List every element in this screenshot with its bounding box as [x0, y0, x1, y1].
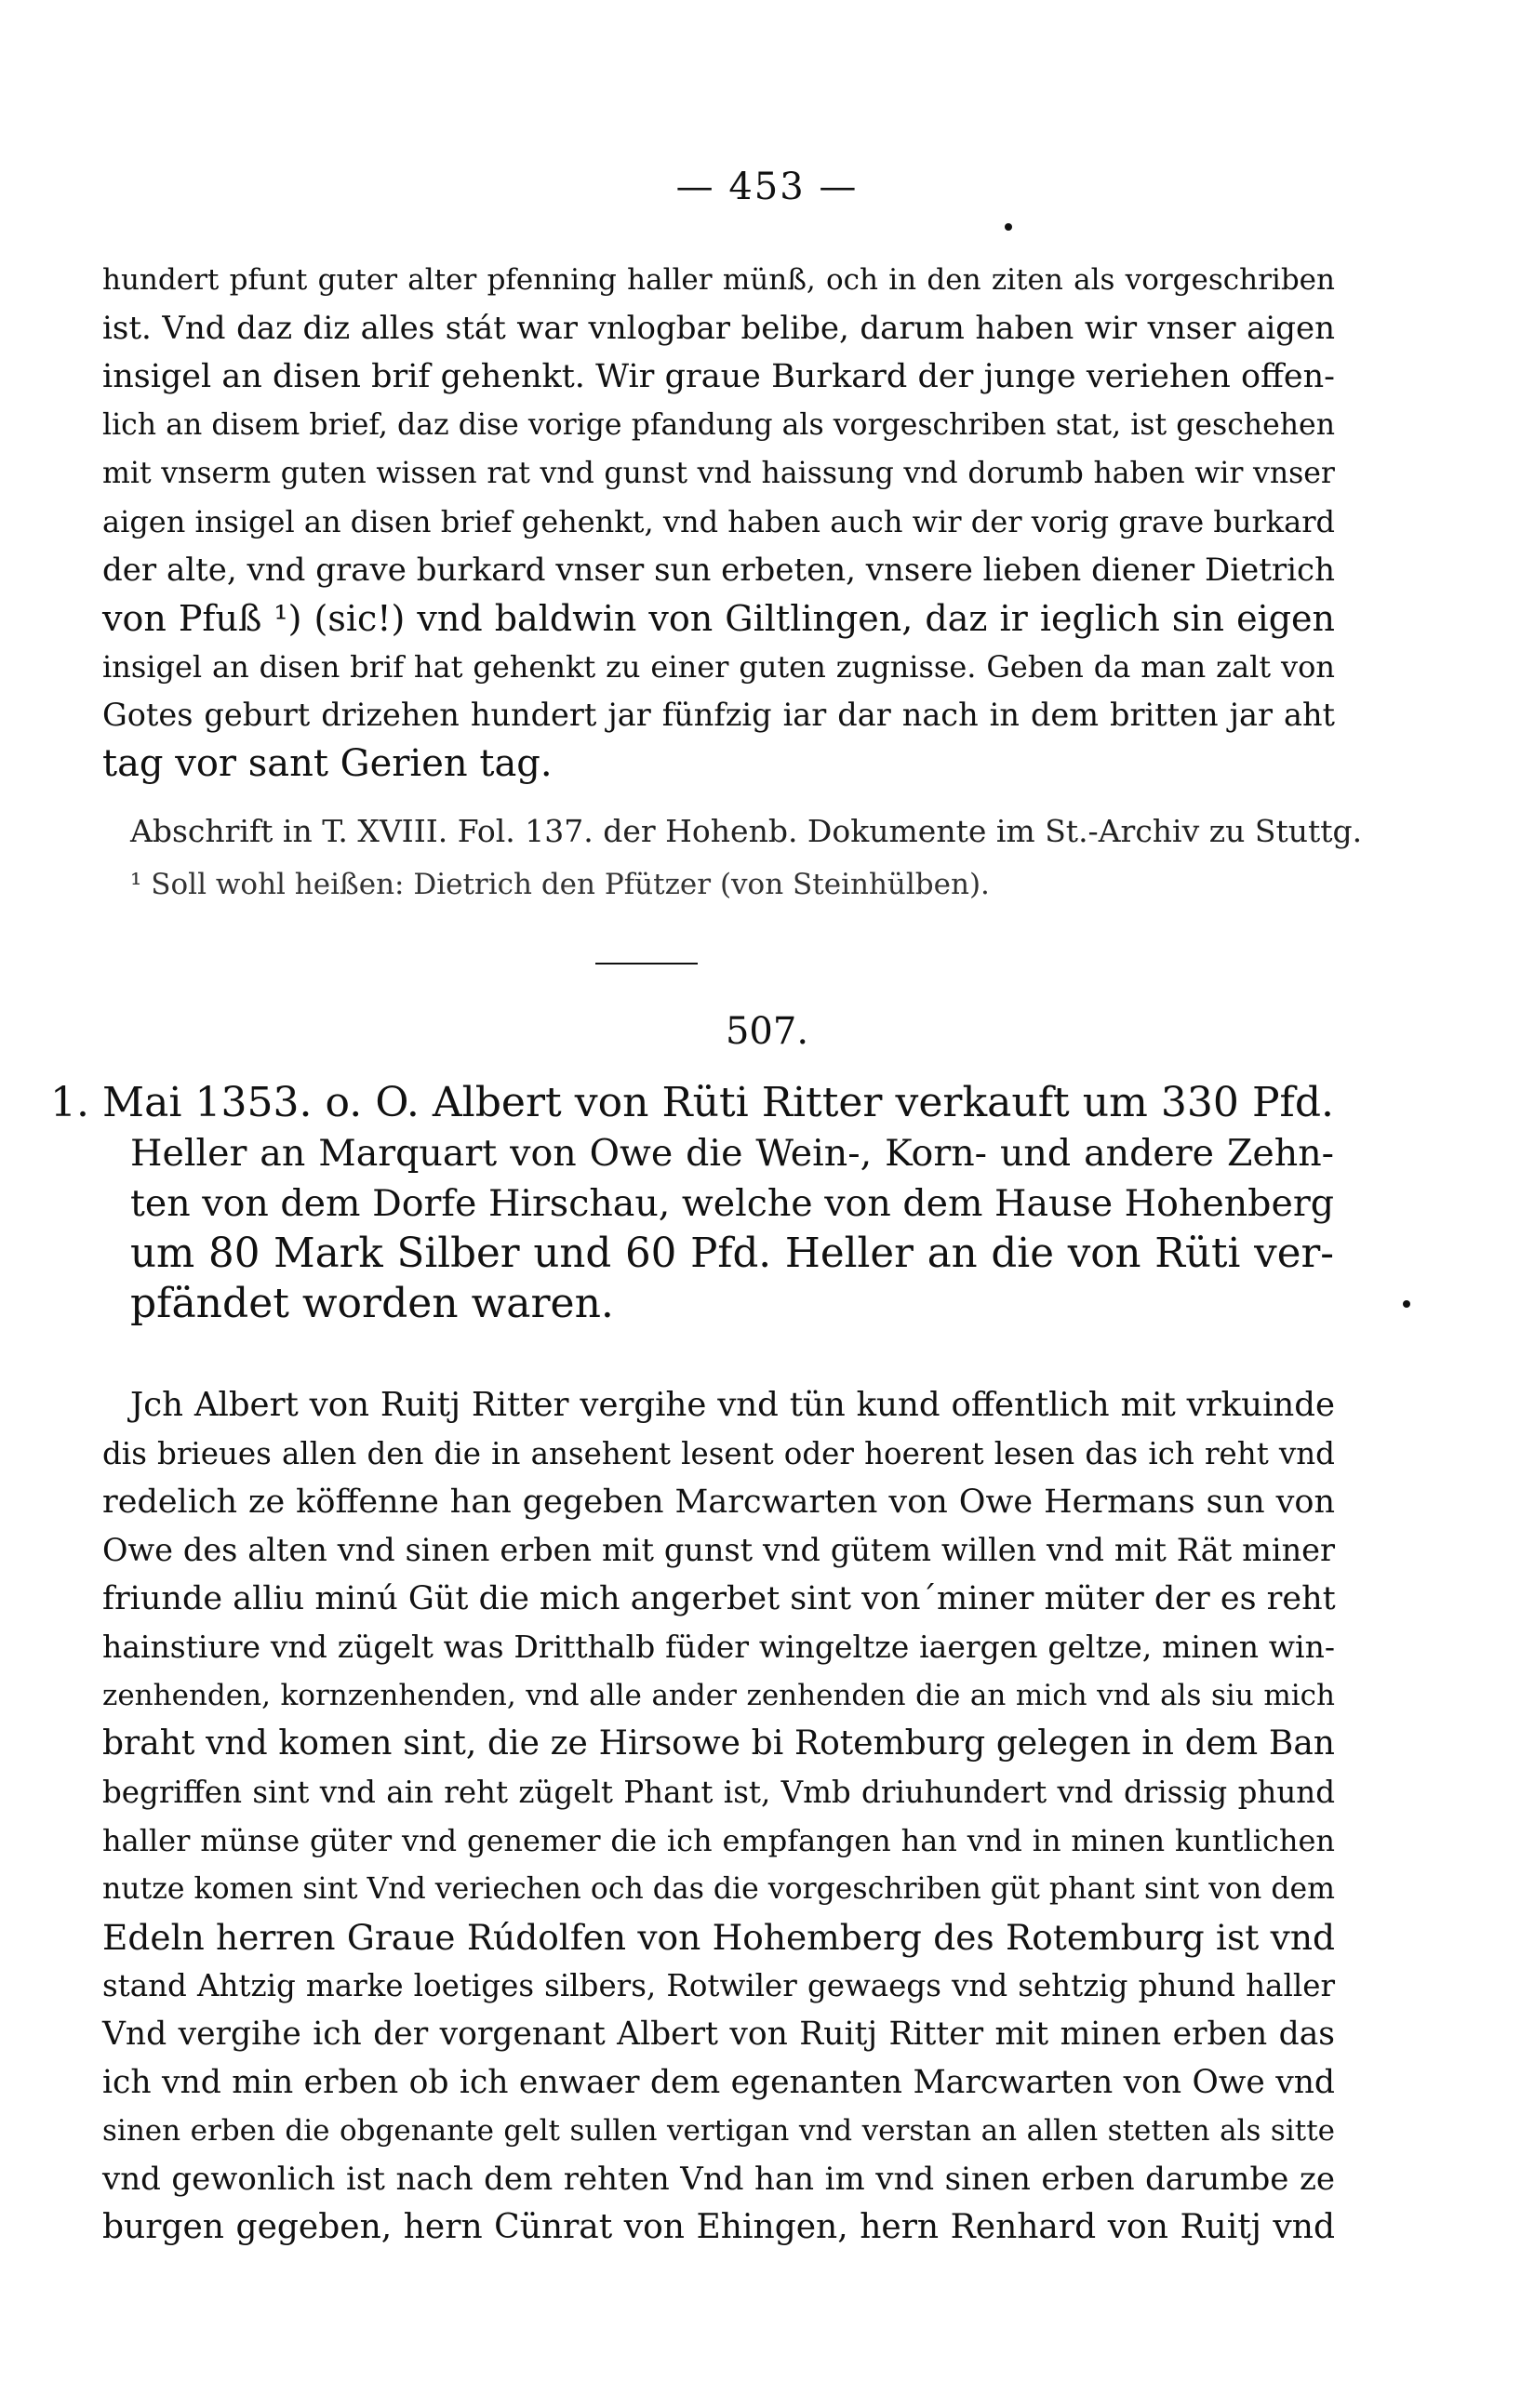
- text-line: mit vnserm guten wissen rat vnd gunst vnd haissung vnd dorumb haben wir vnser: [102, 457, 1335, 490]
- text-line: Jch Albert von Ruitj Ritter vergihe vnd tün kund offentlich mit vrkuinde: [130, 1386, 1335, 1424]
- page-number: — 453 —: [675, 166, 859, 208]
- text-line: lich an disem brief, daz dise vorige pfandung als vorgeschriben stat, ist geschehen: [102, 408, 1335, 442]
- source-note: Abschrift in T. XVIII. Fol. 137. der Hohenb. Dokumente im St.-Archiv zu Stuttg.: [130, 813, 1363, 849]
- document-number: 507.: [725, 1010, 809, 1053]
- text-line: Edeln herren Graue Rúdolfen von Hohemberg des Rotemburg ist vnd: [102, 1917, 1335, 1958]
- text-line: tag vor sant Gerien tag.: [102, 742, 553, 785]
- text-line: begriffen sint vnd ain reht zügelt Phant ist, Vmb driuhundert vnd drissig phund: [102, 1775, 1335, 1810]
- text-line: insigel an disen brif hat gehenkt zu einer guten zugnisse. Geben da man zalt von: [102, 649, 1335, 685]
- regest-line: Heller an Marquart von Owe die Wein-, Korn- und andere Zehn-: [130, 1132, 1334, 1175]
- text-line: haller münse güter vnd genemer die ich empfangen han vnd in minen kuntlichen: [102, 1823, 1335, 1858]
- text-line: burgen gegeben, hern Cünrat von Ehingen, hern Renhard von Ruitj vnd: [102, 2208, 1335, 2246]
- text-line: nutze komen sint Vnd veriechen och das die vorgeschriben güt phant sint von dem: [102, 1872, 1335, 1906]
- regest-line: pfändet worden waren.: [130, 1280, 614, 1327]
- text-line: stand Ahtzig marke loetiges silbers, Rotwiler gewaegs vnd sehtzig phund haller: [102, 1968, 1335, 2003]
- text-line: Vnd vergihe ich der vorgenant Albert von Ruitj Ritter mit minen erben das: [102, 2016, 1335, 2053]
- text-line: Gotes geburt drizehen hundert jar fünfzig iar dar nach in dem britten jar aht: [102, 697, 1335, 733]
- regest-line: um 80 Mark Silber und 60 Pfd. Heller an die von Rüti ver-: [130, 1231, 1334, 1277]
- print-speck: [1403, 1300, 1410, 1308]
- text-line: der alte, vnd grave burkard vnser sun erbeten, vnsere lieben diener Dietrich: [102, 552, 1335, 589]
- text-line: ist. Vnd daz diz alles stát war vnlogbar belibe, darum haben wir vnser aigen: [102, 310, 1335, 347]
- text-line: von Pfuß ¹) (sic!) vnd baldwin von Giltlingen, daz ir ieglich sin eigen: [102, 598, 1335, 639]
- text-line: ich vnd min erben ob ich enwaer dem egenanten Marcwarten von Owe vnd: [102, 2064, 1335, 2101]
- text-line: redelich ze köffenne han gegeben Marcwarten von Owe Hermans sun von: [102, 1483, 1335, 1521]
- print-speck: [1005, 223, 1012, 231]
- text-line: vnd gewonlich ist nach dem rehten Vnd han im vnd sinen erben darumbe ze: [102, 2161, 1335, 2198]
- text-line: dis brieues allen den die in ansehent lesent oder hoerent lesen das ich reht vnd: [102, 1436, 1335, 1471]
- footnote: ¹ Soll wohl heißen: Dietrich den Pfützer (von Steinhülben).: [130, 868, 990, 901]
- regest-line: ten von dem Dorfe Hirschau, welche von dem Hause Hohenberg: [130, 1182, 1334, 1225]
- text-line: braht vnd komen sint, die ze Hirsowe bi Rotemburg gelegen in dem Ban: [102, 1724, 1335, 1763]
- text-line: friunde alliu minú Güt die mich angerbet sint von´miner müter der es reht: [102, 1580, 1336, 1617]
- text-line: insigel an disen brif gehenkt. Wir graue Burkard der junge veriehen offen-: [102, 358, 1335, 395]
- section-divider: [595, 963, 698, 965]
- text-line: Owe des alten vnd sinen erben mit gunst vnd gütem willen vnd mit Rät miner: [102, 1532, 1335, 1568]
- text-line: aigen insigel an disen brief gehenkt, vnd haben auch wir der vorig grave burkard: [102, 504, 1335, 539]
- text-line: zenhenden, kornzenhenden, vnd alle ander zenhenden die an mich vnd als siu mich: [102, 1679, 1335, 1712]
- regest-line: 1. Mai 1353. o. O. Albert von Rüti Ritter verkauft um 330 Pfd.: [50, 1079, 1334, 1126]
- text-line: hainstiure vnd zügelt was Dritthalb füder wingeltze iaergen geltze, minen win-: [102, 1629, 1335, 1665]
- text-line: sinen erben die obgenante gelt sullen vertigan vnd verstan an allen stetten als sitte: [102, 2114, 1335, 2148]
- text-line: hundert pfunt guter alter pfenning haller münß, och in den ziten als vorgeschriben: [102, 263, 1335, 297]
